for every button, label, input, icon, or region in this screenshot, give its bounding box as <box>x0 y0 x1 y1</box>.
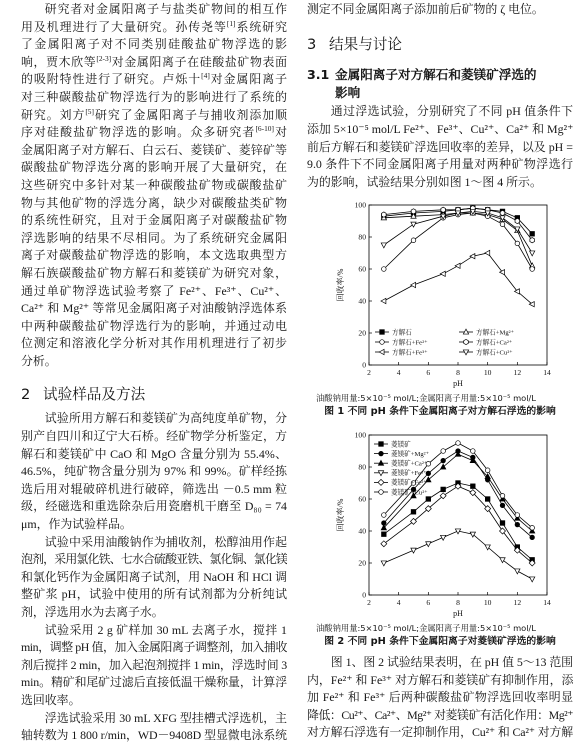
data-point <box>530 525 535 530</box>
text-line: 解石族碳酸盐矿物方解石和菱镁矿为研究对象， <box>21 265 287 280</box>
data-point <box>441 449 446 454</box>
citation-marker: [6-10] <box>255 124 274 134</box>
data-point <box>411 282 416 287</box>
legend-label: 方解石+Cu²⁺ <box>476 349 513 357</box>
data-point <box>515 218 520 223</box>
x-tick-label: 4 <box>396 367 401 377</box>
x-tick-label: 2 <box>367 367 371 377</box>
text-segment: 研究了金属阳离子与捕收剂添加顺 <box>93 107 287 122</box>
legend-item <box>374 439 411 448</box>
data-point <box>426 497 431 502</box>
text-line: min，调整 pH 值，加入金属阳离子调整剂，加入捕收 <box>21 640 287 655</box>
text-line: 测定不同金属阳离子添加前后矿物的 ζ 电位。 <box>307 2 544 16</box>
x-axis-title: pH <box>453 608 463 618</box>
legend-item <box>375 337 428 346</box>
text-line: 对方解石浮选有一定抑制作用，Cu²⁺ 和 Ca²⁺ 对方解 <box>307 725 573 740</box>
text-line: 浮选试验采用 30 mL XFG 型挂槽式浮选机，主 <box>44 710 287 725</box>
figure-2-caption: 图 2 不同 pH 条件下金属阳离子对菱镁矿浮选的影响 <box>324 635 556 647</box>
legend-label: 方解石+Ca²⁺ <box>476 339 513 347</box>
legend-item <box>375 347 428 356</box>
legend-marker <box>380 340 385 345</box>
data-series <box>382 211 535 272</box>
data-point <box>500 521 505 526</box>
x-tick-label: 8 <box>456 597 460 607</box>
legend-label: 菱镁矿+Ca²⁺ <box>391 460 428 468</box>
text-line: 轴转数为 1 800 r/min，WD－9408D 型显微电泳系统 <box>21 728 287 743</box>
citation-marker: [5] <box>85 106 94 116</box>
text-line: 剂，浮选用水为去离子水。 <box>21 605 164 619</box>
left-column <box>21 1 287 745</box>
data-point <box>441 458 446 463</box>
legend-item <box>459 337 513 346</box>
data-point <box>441 464 446 469</box>
data-point <box>382 267 387 272</box>
text-line: 试验采用 2 g 矿样加 30 mL 去离子水，搅拌 1 <box>44 622 287 637</box>
text-segment: 的吸附特性进行了研究。卢烁十 <box>21 72 202 87</box>
data-point <box>471 449 476 454</box>
text-line: 剂后搅拌 2 min，加入起泡剂搅拌 1 min，浮选时间 3 <box>21 657 287 672</box>
data-point <box>381 298 386 303</box>
figure-2 <box>307 423 573 649</box>
text-segment: 用及机理进行了大量研究。孙传尧等 <box>21 19 227 34</box>
text-line: 分析。 <box>21 353 57 368</box>
data-point <box>381 561 386 566</box>
legend-item <box>374 478 427 487</box>
data-point <box>515 513 520 518</box>
legend-label: 菱镁矿+Fe²⁺ <box>391 479 427 487</box>
legend-item <box>374 468 427 477</box>
legend-marker <box>463 350 468 355</box>
y-tick-label: 100 <box>354 200 366 210</box>
text-line: 试验中采用油酸钠作为捕收剂，松醇油用作起 <box>44 534 287 549</box>
data-point <box>500 269 505 274</box>
text-line: 46.5%，纯矿物含量分别为 97% 和 99%。矿样经拣 <box>21 464 287 479</box>
legend-marker <box>380 330 385 335</box>
data-point <box>500 222 505 227</box>
data-point <box>411 222 416 227</box>
y-tick-label: 0 <box>362 360 366 370</box>
text-segment: 对金属阳离子在硅酸盐矿物表面 <box>111 54 287 69</box>
data-point <box>500 558 505 563</box>
text-line: 加 Fe²⁺ 和 Fe³⁺ 后两种碳酸盐矿物浮选回收率明显 <box>307 690 573 705</box>
data-point <box>485 497 490 502</box>
figure-2-chart <box>307 423 573 621</box>
legend-label: 方解石+Fe²⁺ <box>392 339 428 347</box>
x-tick-label: 14 <box>543 367 551 377</box>
legend-item <box>459 327 515 336</box>
series-line <box>384 531 532 579</box>
legend-item <box>374 449 430 458</box>
text-line: 离子对碳酸盐矿物浮选的影响，本文选取典型方 <box>21 248 287 263</box>
text-line: 级，经磁选和重选除杂后用瓷磨机干磨至 D₈₀ = 74 <box>21 499 287 514</box>
text-line: 这些研究中多针对某一种碳酸盐矿物或碳酸盐矿 <box>21 177 287 192</box>
data-point <box>530 237 535 242</box>
data-point <box>515 522 520 527</box>
text-line: 了金属阳离子对不同类别硅酸盐矿物浮选的影 <box>21 37 287 52</box>
x-tick-label: 8 <box>456 367 460 377</box>
text-line: 中两种碳酸盐矿物浮选行为的影响，并通过动电 <box>21 318 287 333</box>
data-point <box>426 471 431 476</box>
figure-1-chart <box>307 193 573 391</box>
section-heading-results <box>307 19 573 67</box>
legend-marker <box>379 451 384 456</box>
data-series <box>381 250 534 306</box>
text-segment: 对 <box>273 125 287 140</box>
y-tick-label: 80 <box>358 462 366 472</box>
data-point <box>530 231 535 236</box>
series-line <box>384 213 532 266</box>
legend-item <box>375 327 412 336</box>
legend-marker <box>379 442 384 447</box>
text-line: 前后方解石和菱镁矿浮选回收率的差异，以及 pH = <box>307 139 573 154</box>
legend-marker <box>464 339 469 344</box>
text-line: 泡剂，采用氯化铁、七水合硫酸亚铁、氯化铜、氯化镁 <box>21 552 287 567</box>
data-point <box>530 535 535 540</box>
data-point <box>382 513 387 518</box>
data-point <box>455 263 460 268</box>
text-line <box>21 71 287 89</box>
legend-marker <box>379 490 384 495</box>
citation-marker: [4] <box>201 71 210 81</box>
series-line <box>384 211 532 253</box>
x-axis-title: pH <box>453 378 463 388</box>
x-tick-label: 10 <box>483 597 492 607</box>
text-line: 浮选影响的结果不尽相同。为了系统研究金属阳 <box>21 230 287 245</box>
data-point <box>382 212 387 217</box>
text-line: 降低：Cu²⁺、Ca²⁺、Mg²⁺ 对菱镁矿有活化作用：Mg²⁺ <box>307 707 573 722</box>
legend-label: 方解石+Mg²⁺ <box>476 329 515 337</box>
legend-label: 方解石 <box>392 329 412 337</box>
legend-item <box>374 458 428 467</box>
subsection-number: 3.1 <box>307 67 330 83</box>
x-tick-label: 12 <box>513 367 522 377</box>
subsection-title <box>335 66 537 101</box>
section-title: 结果与讨论 <box>329 35 402 53</box>
figure-1-caption: 图 1 不同 pH 条件下金属阳离子对方解石浮选的影响 <box>324 405 556 417</box>
y-tick-label: 60 <box>358 264 366 274</box>
legend-label: 菱镁矿 <box>391 441 411 449</box>
figure-2-note: 油酸钠用量:5×10⁻⁵ mol/L;金属阳离子用量:5×10⁻⁵ mol/L <box>316 622 536 633</box>
text-segment: 研究。刘方 <box>21 107 86 122</box>
legend-label: 方解石+Fe³⁺ <box>392 349 428 357</box>
legend-marker <box>463 329 468 334</box>
results-discussion-text <box>307 654 573 742</box>
text-line: 试验所用方解石和菱镁矿为高纯度单矿物，分 <box>44 411 287 426</box>
y-tick-label: 100 <box>354 430 366 440</box>
legend-marker <box>378 479 384 485</box>
data-point <box>441 207 446 212</box>
y-tick-label: 20 <box>358 558 366 568</box>
data-point <box>456 441 461 446</box>
legend-item <box>374 487 428 496</box>
text-line: 9.0 条件下不同金属阳离子用量对两种矿物浮选行 <box>307 157 573 172</box>
x-tick-label: 6 <box>426 597 431 607</box>
data-point <box>530 251 535 256</box>
data-series <box>381 529 535 582</box>
results-intro-text <box>307 103 573 191</box>
text-line: 对三种碳酸盐矿物浮选行为的影响进行了系统的 <box>21 89 287 104</box>
text-segment: 响，贾木欣等 <box>21 54 97 69</box>
section-heading-samples-methods <box>21 370 287 410</box>
y-tick-label: 40 <box>358 296 366 306</box>
text-line: 金属阳离子对方解石、白云石、菱镁矿、菱锌矿等 <box>21 142 287 157</box>
methods-text <box>21 410 287 744</box>
legend-label: 菱镁矿+Mg²⁺ <box>391 450 430 458</box>
figure-1-note: 油酸钠用量:5×10⁻⁵ mol/L;金属阳离子用量:5×10⁻⁵ mol/L <box>316 392 536 403</box>
section-number: 2 <box>21 385 31 403</box>
data-point <box>485 250 490 255</box>
x-tick-label: 4 <box>396 597 401 607</box>
y-axis-title: 回收率/% <box>336 268 345 302</box>
figure-1 <box>307 193 573 419</box>
legend-marker <box>379 349 384 354</box>
legend-item <box>459 347 513 356</box>
data-point <box>411 509 416 514</box>
text-line: 添加 5×10⁻⁵ mol/L Fe²⁺、Fe³⁺、Cu²⁺、Ca²⁺ 和 Mg²⁺ <box>307 121 573 136</box>
series-line <box>384 253 532 304</box>
legend-marker <box>378 460 383 465</box>
data-point <box>485 545 490 550</box>
text-segment: 对金属阳离子 <box>209 72 287 87</box>
legend-label: 菱镁矿+Fe³⁺ <box>391 470 427 478</box>
data-point <box>514 289 519 294</box>
data-point <box>500 210 505 215</box>
series-line <box>384 213 532 269</box>
text-line: 通过单矿物浮选试验考察了 Fe²⁺、Fe³⁺、Cu²⁺、 <box>21 283 287 298</box>
x-tick-label: 12 <box>513 597 522 607</box>
continuation-text <box>307 1 573 19</box>
x-tick-label: 14 <box>543 597 551 607</box>
text-line <box>21 124 287 142</box>
y-tick-label: 80 <box>358 232 366 242</box>
data-point <box>485 468 490 473</box>
y-tick-label: 20 <box>358 328 366 338</box>
text-line <box>21 107 287 125</box>
text-line: 物与其他矿物的浮选分离，缺少对碳酸盐类矿物 <box>21 195 287 210</box>
subsection-heading <box>307 66 573 101</box>
x-tick-label: 2 <box>367 597 371 607</box>
text-line: 的系统性研究，且对于金属阳离子对碳酸盐矿物 <box>21 213 287 228</box>
text-line: 选后用对辊破碎机进行破碎，筛选出 －0.5 mm 粒 <box>21 481 287 496</box>
text-line: 整矿浆 pH，试验中使用的所有试剂都为分析纯试 <box>21 587 287 602</box>
text-line: 解石和菱镁矿中 CaO 和 MgO 含量分别为 55.4%、 <box>21 446 287 461</box>
data-point <box>500 503 505 508</box>
citation-marker: [1] <box>226 18 236 28</box>
y-axis-title: 回收率/% <box>336 498 345 532</box>
y-tick-label: 40 <box>358 526 366 536</box>
introduction-text <box>21 1 287 370</box>
y-tick-label: 0 <box>362 590 366 600</box>
data-point <box>381 243 386 248</box>
data-point <box>382 532 387 537</box>
text-line: 为的影响，试验结果分别如图 1～图 4 所示。 <box>307 174 542 189</box>
section-title: 试验样品及方法 <box>43 385 146 403</box>
text-segment: 序对硅酸盐矿物浮选的影响。众多研究者 <box>21 125 256 140</box>
text-line: 内，Fe²⁺ 和 Fe³⁺ 对方解石和菱镁矿有抑制作用，添 <box>307 672 573 687</box>
data-point <box>515 241 520 246</box>
text-line: 图 1、图 2 试验结果表明，在 pH 值 5～13 范围 <box>330 654 573 669</box>
text-segment: 系统研究 <box>235 19 287 34</box>
data-point <box>471 484 476 489</box>
text-line: 位测定和溶液化学分析对其作用机理进行了初步 <box>21 336 287 351</box>
data-point <box>440 271 445 276</box>
text-line: 碳酸盐矿物浮选分离的影响开展了大量研究，在 <box>21 160 287 175</box>
text-line: min。精矿和尾矿过滤后直接低温干燥称量，计算浮 <box>21 675 287 690</box>
x-tick-label: 10 <box>483 367 492 377</box>
text-line: 别产自四川和辽宁大石桥。经矿物学分析鉴定，方 <box>21 429 287 444</box>
subsection-title-line: 影响 <box>335 84 361 100</box>
data-point <box>515 569 520 574</box>
data-point <box>411 238 416 243</box>
text-line: μm，作为试验样品。 <box>21 517 132 532</box>
text-line: 通过浮选试验，分别研究了不同 pH 值条件下 <box>330 104 573 119</box>
y-tick-label: 60 <box>358 494 366 504</box>
data-point <box>530 267 535 272</box>
data-point <box>470 532 475 537</box>
x-tick-label: 6 <box>426 367 431 377</box>
citation-marker: [2-3] <box>96 53 112 63</box>
text-line <box>21 54 287 72</box>
text-line: Ca²⁺ 和 Mg²⁺ 等常见金属阳离子对油酸钠浮选体系 <box>21 301 287 316</box>
data-point <box>441 487 446 492</box>
text-line <box>21 19 287 37</box>
data-point <box>530 577 535 582</box>
section-number: 3 <box>307 35 317 53</box>
legend-marker <box>378 471 383 476</box>
data-point <box>381 541 387 547</box>
right-column <box>307 1 573 742</box>
data-point <box>411 209 416 214</box>
legend-label: 菱镁矿+Cu²⁺ <box>391 489 428 497</box>
text-line: 选回收率。 <box>21 692 81 707</box>
text-line: 和氯化钙作为金属阳离子试剂，用 NaOH 和 HCl 调 <box>21 569 287 584</box>
subsection-title-line: 金属阳离子对方解石和菱镁矿浮选的 <box>335 67 537 83</box>
data-series <box>381 210 535 268</box>
text-line: 研究者对金属阳离子与盐类矿物间的相互作 <box>44 2 287 16</box>
data-point <box>500 493 505 498</box>
